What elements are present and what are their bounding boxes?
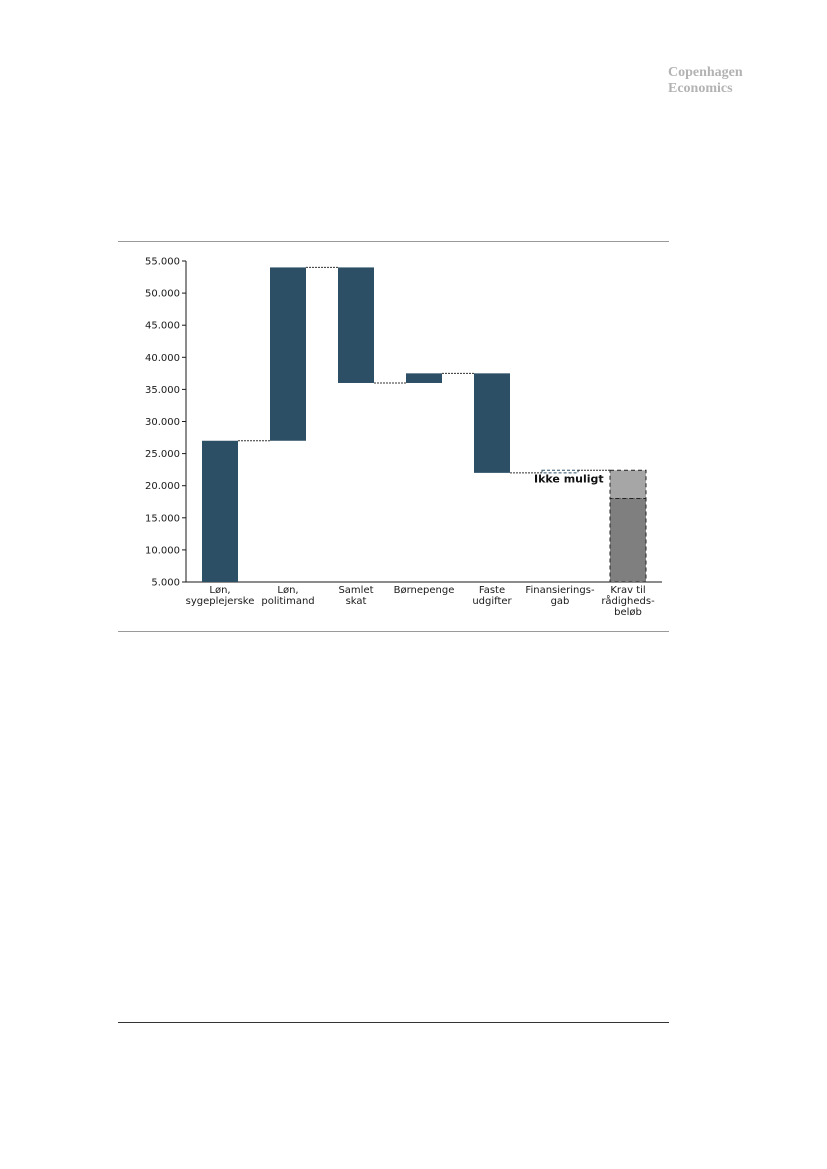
figure-top-rule (118, 241, 669, 242)
bar (474, 373, 510, 473)
bar (202, 441, 238, 582)
y-tick-label: 10.000 (145, 545, 180, 557)
category-label: Samlet skat (338, 585, 374, 607)
category-label: Finansierings-gab (525, 585, 595, 607)
y-tick-label: 45.000 (145, 320, 180, 332)
bar-requirement-gap (610, 470, 646, 498)
y-axis (145, 257, 186, 589)
bar-requirement-base (610, 499, 646, 582)
annotation-ikke-muligt: Ikke muligt (534, 472, 604, 486)
page-footer-rule (118, 1022, 669, 1023)
y-tick-label: 25.000 (145, 449, 180, 461)
y-tick-label: 20.000 (145, 481, 180, 493)
bar (406, 373, 442, 383)
category-label: Løn, politimand (261, 585, 315, 607)
y-tick-label: 30.000 (145, 417, 180, 428)
category-label: Faste udgifter (472, 585, 512, 607)
brand-logo (668, 65, 743, 97)
category-labels (186, 585, 655, 618)
y-tick-label: 35.000 (145, 384, 180, 396)
category-label: Krav til rådigheds-beløb (601, 585, 655, 618)
brand-line-2: Economics (668, 81, 733, 96)
y-tick-label: 5.000 (151, 577, 180, 589)
category-label: Børnepenge (393, 585, 455, 596)
category-label: Løn, sygeplejerske (185, 585, 255, 607)
bars (202, 267, 646, 582)
bar (338, 267, 374, 383)
waterfall-chart (118, 243, 669, 630)
brand-line-1: Copenhagen (668, 65, 743, 80)
y-tick-label: 50.000 (145, 288, 180, 300)
y-tick-label: 55.000 (145, 256, 180, 268)
y-tick-label: 40.000 (145, 352, 180, 364)
figure-bottom-rule (118, 631, 669, 632)
y-tick-label: 15.000 (145, 513, 180, 525)
bar (270, 267, 306, 440)
